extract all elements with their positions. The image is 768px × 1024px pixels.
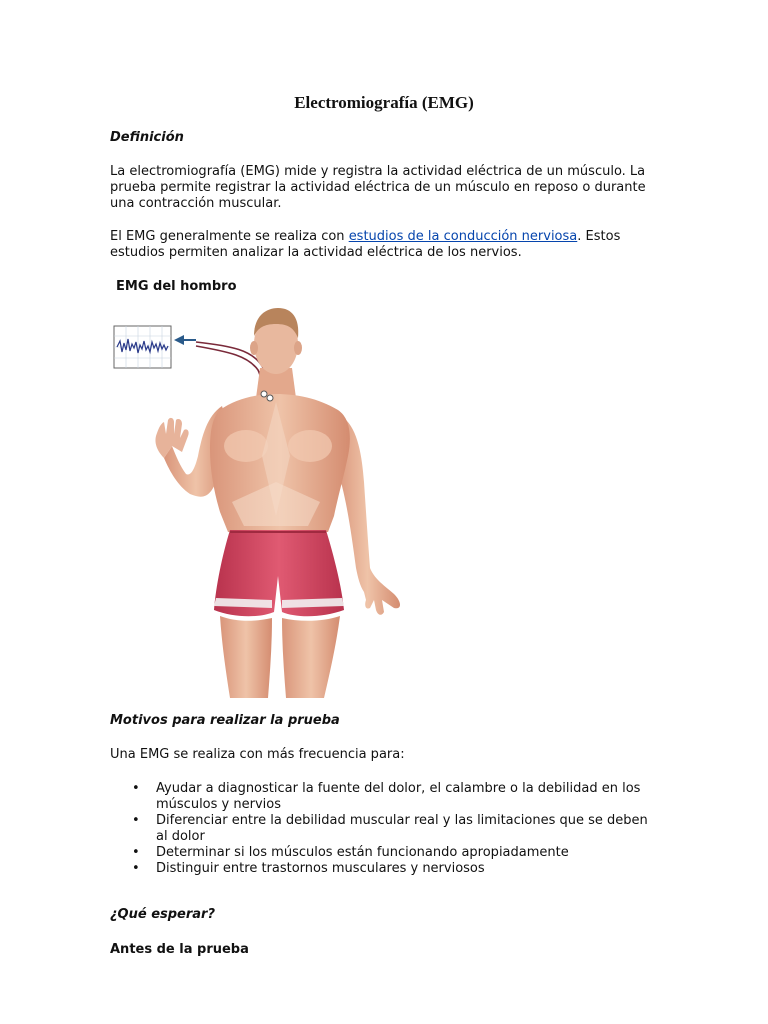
list-item: • Determinar si los músculos están funcionando apropiadamente: [110, 845, 655, 861]
list-item: • Diferenciar entre la debilidad muscular real y las limitaciones que se deben al dolor: [110, 813, 655, 845]
definicion-heading: Definición: [110, 130, 184, 145]
motivos-intro: Una EMG se realiza con más frecuencia para:: [110, 747, 405, 762]
document-title: Electromiografía (EMG): [294, 93, 474, 112]
motivos-heading: Motivos para realizar la prueba: [110, 713, 340, 728]
definicion-paragraph-2: [110, 229, 655, 261]
antes-de-la-prueba-heading: Antes de la prueba: [110, 942, 249, 957]
paragraph-2-text-end: . Estos estudios permiten analizar la actividad eléctrica de los nervios.: [110, 229, 621, 260]
figure-caption: EMG del hombro: [116, 279, 237, 294]
que-esperar-heading: ¿Qué esperar?: [110, 907, 216, 922]
motivos-list: [110, 781, 655, 877]
list-item: • Ayudar a diagnosticar la fuente del dolor, el calambre o la debilidad en los músculos y nervios: [110, 781, 655, 813]
definicion-paragraph-1: La electromiografía (EMG) mide y registra la actividad eléctrica de un músculo. La prueba permite registrar la actividad eléctrica de un músculo en reposo o durante una contracción muscular.: [110, 164, 646, 211]
emg-monitor-icon: [114, 326, 171, 368]
list-item: • Distinguir entre trastornos musculares y nerviosos: [110, 861, 655, 877]
signal-arrow-icon: [174, 335, 196, 345]
emg-figure-svg: [112, 306, 412, 698]
human-back-figure: [155, 308, 400, 698]
nerve-conduction-link[interactable]: estudios de la conducción nerviosa: [348, 229, 578, 244]
emg-shoulder-illustration: [112, 306, 412, 698]
paragraph-2-text-start: El EMG generalmente se realiza con: [110, 229, 349, 244]
